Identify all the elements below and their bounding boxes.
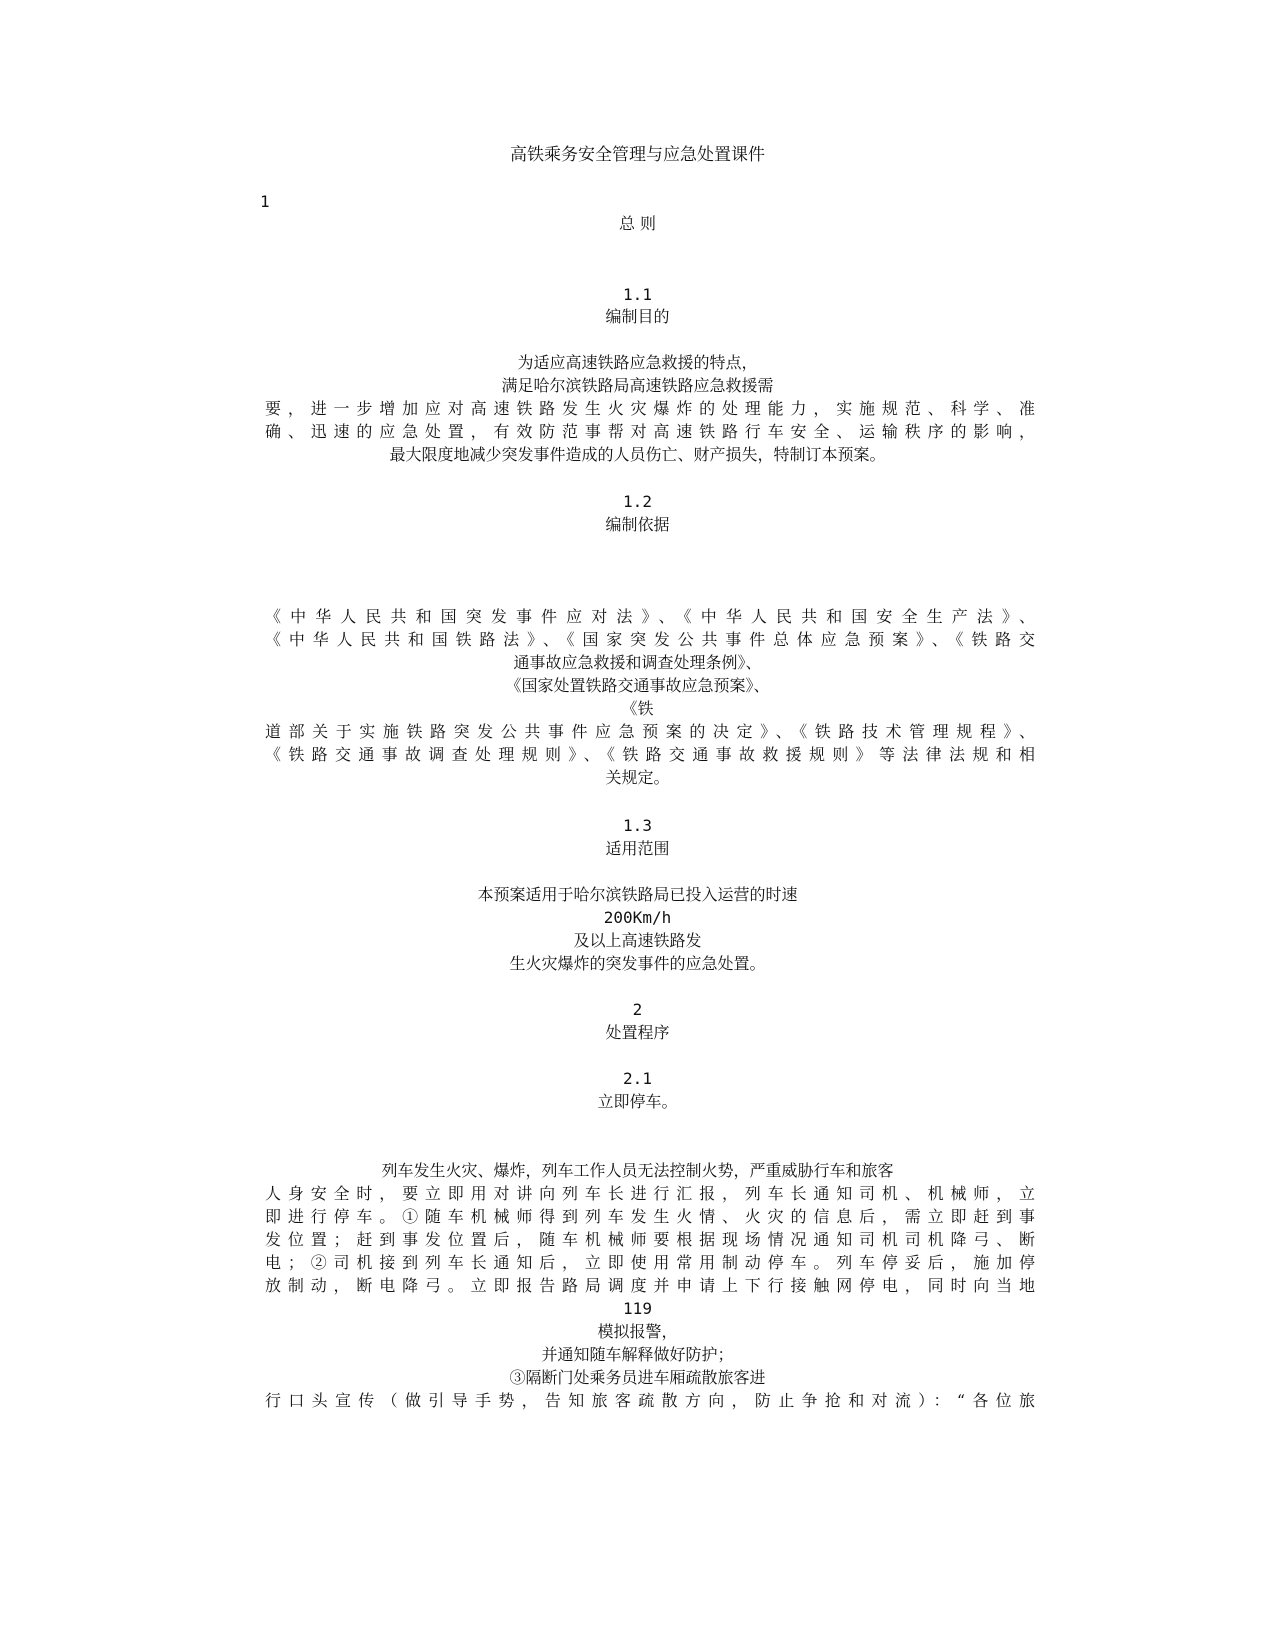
s2-1-line-10: ③隔断门处乘务员进车厢疏散旅客进 [509, 1368, 766, 1387]
s1-2-line-8: 关规定。 [605, 768, 670, 787]
section-2-1-title: 立即停车。 [597, 1092, 678, 1111]
section-1-2-number: 1.2 [623, 492, 652, 511]
s1-1-line-5: 最大限度地减少突发事件造成的人员伤亡、财产损失，特制订本预案。 [389, 445, 886, 464]
s1-1-line-3: 要，进一步增加应对高速铁路发生火灾爆炸的处理能力，实施规范、科学、准 [265, 399, 1035, 418]
section-1-1-number: 1.1 [623, 285, 652, 304]
section-1-1-title: 编制目的 [605, 307, 670, 326]
chapter-2-title: 处置程序 [605, 1023, 670, 1042]
section-2-1-number: 2.1 [623, 1069, 652, 1088]
s2-1-line-4: 发位置；赶到事发位置后，随车机械师要根据现场情况通知司机司机降弓、断 [265, 1230, 1035, 1249]
s2-1-line-7: 119 [623, 1299, 652, 1318]
s1-3-line-4: 生火灾爆炸的突发事件的应急处置。 [509, 954, 766, 973]
chapter-1-number: 1 [260, 192, 270, 211]
document-title: 高铁乘务安全管理与应急处置课件 [510, 145, 765, 165]
s1-1-line-4: 确、迅速的应急处置，有效防范事帮对高速铁路行车安全、运输秩序的影响， [265, 422, 1035, 441]
section-1-3-number: 1.3 [623, 816, 652, 835]
chapter-1-title: 总 则 [618, 214, 657, 233]
s2-1-line-5: 电；②司机接到列车长通知后，立即使用常用制动停车。列车停妥后，施加停 [265, 1253, 1035, 1272]
s1-2-line-2: 《中华人民共和国铁路法》、《国家突发公共事件总体应急预案》、《铁路交 [265, 630, 1035, 649]
s1-2-line-4: 《国家处置铁路交通事故应急预案》、 [505, 676, 770, 695]
s1-2-line-3: 通事故应急救援和调查处理条例》、 [513, 653, 762, 672]
s1-2-line-6: 道部关于实施铁路突发公共事件应急预案的决定》、《铁路技术管理规程》、 [265, 722, 1035, 741]
s2-1-line-6: 放制动，断电降弓。立即报告路局调度并申请上下行接触网停电，同时向当地 [265, 1276, 1035, 1295]
s1-1-line-2: 满足哈尔滨铁路局高速铁路应急救援需 [501, 376, 774, 395]
s1-3-line-2: 200Km/h [603, 908, 672, 927]
s2-1-line-9: 并通知随车解释做好防护； [541, 1345, 734, 1364]
s1-2-line-7: 《铁路交通事故调查处理规则》、《铁路交通事故救援规则》等法律法规和相 [265, 745, 1035, 764]
chapter-2-number: 2 [632, 1000, 643, 1019]
s1-3-line-3: 及以上高速铁路发 [573, 931, 702, 950]
section-1-3-title: 适用范围 [605, 839, 670, 858]
s2-1-line-1: 列车发生火灾、爆炸，列车工作人员无法控制火势，严重威胁行车和旅客 [381, 1161, 894, 1180]
s1-2-line-1: 《中华人民共和国突发事件应对法》、《中华人民共和国安全生产法》、 [265, 607, 1035, 626]
s1-1-line-1: 为适应高速铁路应急救援的特点， [517, 353, 758, 372]
section-1-2-title: 编制依据 [605, 515, 670, 534]
s2-1-line-11: 行口头宣传（做引导手势，告知旅客疏散方向，防止争抢和对流）：“各位旅 [265, 1391, 1035, 1410]
s2-1-line-3: 即进行停车。①随车机械师得到列车发生火情、火灾的信息后，需立即赶到事 [265, 1207, 1035, 1226]
s1-2-line-5: 《铁 [621, 699, 654, 718]
s1-3-line-1: 本预案适用于哈尔滨铁路局已投入运营的时速 [477, 885, 798, 904]
s2-1-line-8: 模拟报警， [597, 1322, 678, 1341]
s2-1-line-2: 人身安全时，要立即用对讲向列车长进行汇报，列车长通知司机、机械师，立 [265, 1184, 1035, 1203]
